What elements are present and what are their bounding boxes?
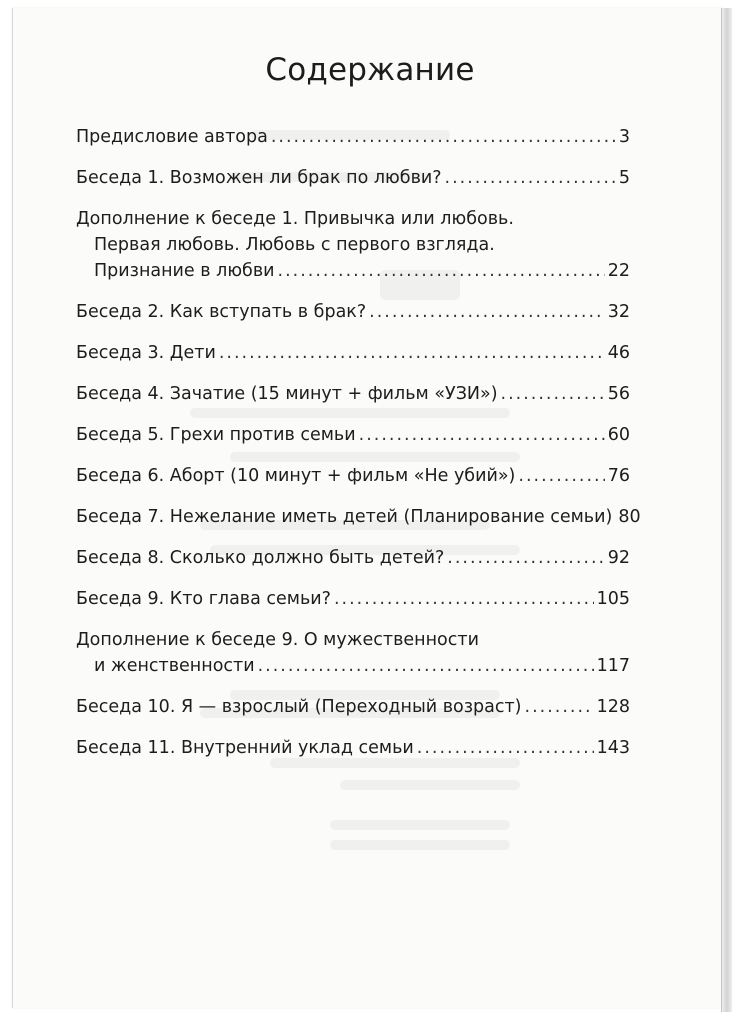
page-title: Содержание — [265, 52, 475, 88]
toc-entry — [76, 299, 630, 325]
toc-entry-title: Беседа 6. Аборт (10 минут + фильм «Не убий») — [76, 466, 516, 486]
page-edge — [721, 8, 732, 1012]
toc-entry-line — [76, 340, 630, 366]
toc-entry-line — [76, 735, 630, 761]
toc-entry-line — [76, 545, 630, 571]
toc-entry-line — [76, 258, 630, 284]
dot-leader — [445, 165, 616, 191]
toc-page-number: 143 — [596, 738, 630, 758]
toc-entry-line — [76, 653, 630, 679]
toc-entry — [76, 206, 630, 284]
toc-entry-title: Беседа 7. Нежелание иметь детей (Планирование семьи) — [76, 507, 613, 527]
dot-leader — [369, 299, 605, 325]
toc-entry — [76, 381, 630, 407]
toc-page-number: 117 — [596, 656, 630, 676]
toc-page-number: 32 — [607, 302, 630, 322]
toc-page-number: 105 — [596, 589, 630, 609]
toc-entry-line — [76, 422, 630, 448]
dot-leader — [258, 653, 594, 679]
toc-entry-title: Предисловие автора — [76, 127, 268, 147]
toc-entry-title: Признание в любви — [94, 261, 275, 281]
toc-entry — [76, 124, 630, 150]
toc-page-number: 92 — [607, 548, 630, 568]
toc-entry-line — [76, 299, 630, 325]
toc-entry — [76, 586, 630, 612]
dot-leader — [278, 258, 605, 284]
toc-entry-line — [76, 463, 630, 489]
toc-entry — [76, 340, 630, 366]
toc-entry — [76, 627, 630, 679]
toc-entry-title: и женственности — [94, 656, 255, 676]
dot-leader — [501, 381, 605, 407]
toc-entry-title: Беседа 9. Кто глава семьи? — [76, 589, 331, 609]
toc-entry — [76, 694, 630, 720]
toc-page-number: 5 — [618, 168, 630, 188]
toc-page-number: 80 — [618, 507, 641, 527]
toc-entry — [76, 545, 630, 571]
toc-entry-title: Беседа 1. Возможен ли брак по любви? — [76, 168, 442, 188]
dot-leader — [518, 463, 604, 489]
toc-entry-title: Беседа 4. Зачатие (15 минут + фильм «УЗИ») — [76, 384, 498, 404]
dot-leader — [525, 694, 594, 720]
toc-entry — [76, 735, 630, 761]
table-of-contents — [76, 124, 641, 776]
toc-entry-line — [76, 381, 630, 407]
toc-page-number: 60 — [607, 425, 630, 445]
toc-entry-title: Беседа 2. Как вступать в брак? — [76, 302, 367, 322]
dot-leader — [334, 586, 594, 612]
toc-entry-title: Беседа 8. Сколько должно быть детей? — [76, 548, 445, 568]
toc-page-number: 56 — [607, 384, 630, 404]
toc-entry-title: Беседа 3. Дети — [76, 343, 216, 363]
toc-page-number: 128 — [596, 697, 630, 717]
toc-entry — [76, 422, 630, 448]
dot-leader — [447, 545, 604, 571]
toc-entry-text: Дополнение к беседе 1. Привычка или любовь. — [76, 209, 514, 229]
dot-leader — [219, 340, 605, 366]
toc-entry-line — [76, 694, 630, 720]
dot-leader — [359, 422, 605, 448]
toc-entry — [76, 463, 630, 489]
toc-page-number: 22 — [607, 261, 630, 281]
toc-entry-title: Беседа 11. Внутренний уклад семьи — [76, 738, 414, 758]
toc-entry-title: Беседа 5. Грехи против семьи — [76, 425, 356, 445]
toc-entry-line — [76, 124, 630, 150]
dot-leader — [417, 735, 594, 761]
toc-entry-title: Беседа 10. Я — взрослый (Переходный возраст) — [76, 697, 522, 717]
toc-entry-text: Первая любовь. Любовь с первого взгляда. — [94, 235, 495, 255]
toc-entry-line — [76, 586, 630, 612]
toc-entry-line — [76, 504, 641, 530]
toc-entry — [76, 165, 630, 191]
toc-page-number: 76 — [607, 466, 630, 486]
toc-page-number: 46 — [607, 343, 630, 363]
dot-leader — [271, 124, 616, 150]
toc-entry — [76, 504, 641, 530]
toc-page-number: 3 — [618, 127, 630, 147]
toc-entry-line — [76, 165, 630, 191]
toc-entry-text: Дополнение к беседе 9. О мужественности — [76, 630, 479, 650]
